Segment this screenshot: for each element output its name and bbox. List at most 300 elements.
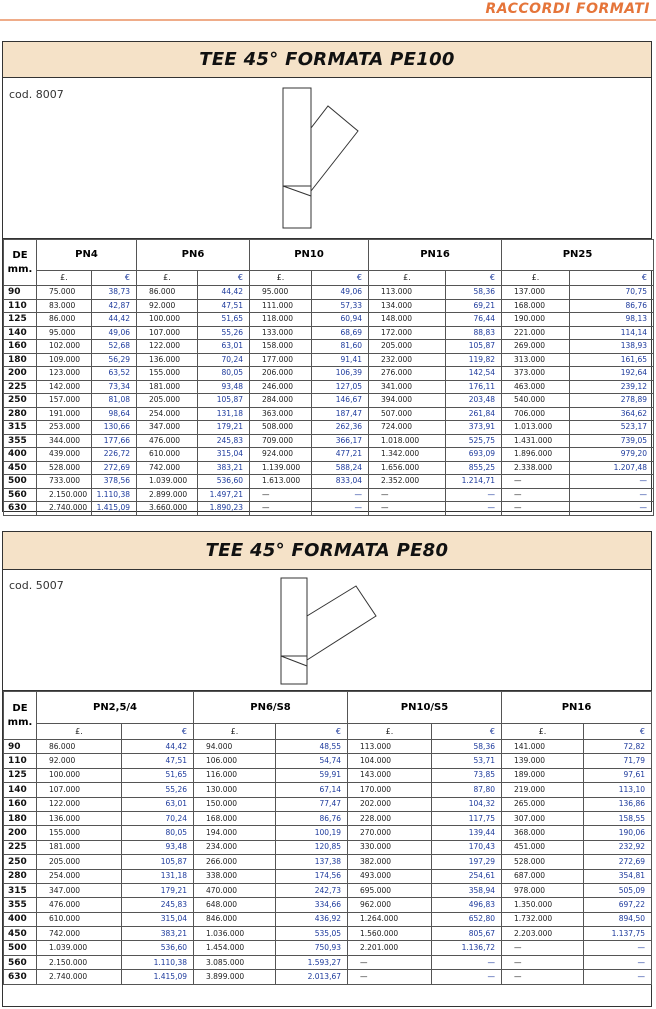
price-euro-cell: 80,05 [198, 367, 250, 381]
price-euro-cell: 750,93 [276, 941, 348, 955]
table-row [4, 768, 652, 782]
price-lire-cell: 2.150.000 [37, 955, 122, 969]
de-cell: 180 [4, 811, 37, 825]
price-lire-cell: 232.000 [369, 353, 446, 367]
price-euro-cell: 805,67 [432, 927, 502, 941]
table-row [4, 421, 654, 435]
price-euro-cell: 179,21 [198, 421, 250, 435]
price-table [3, 691, 652, 985]
price-euro-cell: 120,85 [276, 840, 348, 854]
price-euro-cell: 190,06 [584, 826, 652, 840]
price-euro-cell: 80,05 [122, 826, 194, 840]
currency-euro: € [312, 271, 369, 286]
price-euro-cell: 138,93 [570, 340, 654, 354]
price-euro-cell: 1.415,09 [122, 970, 194, 984]
price-euro-cell: 55,26 [198, 326, 250, 340]
price-lire-cell: 341.000 [369, 380, 446, 394]
price-lire-cell: 113.000 [369, 286, 446, 300]
page-header [0, 0, 656, 22]
price-lire-cell: 134.000 [369, 299, 446, 313]
price-euro-cell: — [584, 955, 652, 969]
price-euro-cell: 242,73 [276, 883, 348, 897]
price-euro-cell: 60,94 [312, 313, 369, 327]
section-title-banner [3, 532, 651, 570]
table-row [4, 394, 654, 408]
price-euro-cell: 139,44 [432, 826, 502, 840]
table-row [4, 927, 652, 941]
price-euro-cell: 67,14 [276, 783, 348, 797]
price-lire-cell: 141.000 [502, 740, 584, 754]
price-lire-cell: 924.000 [250, 448, 312, 462]
price-lire-cell: 265.000 [502, 797, 584, 811]
section-title-banner [3, 42, 651, 78]
de-cell: 225 [4, 380, 37, 394]
price-euro-cell: 131,18 [122, 869, 194, 883]
price-euro-cell: 44,42 [122, 740, 194, 754]
table-row [4, 380, 654, 394]
price-lire-cell: 1.039.000 [137, 475, 198, 489]
price-euro-cell: 44,42 [198, 286, 250, 300]
price-euro-cell: 272,69 [584, 855, 652, 869]
price-lire-cell: 155.000 [37, 826, 122, 840]
currency-lire: £. [37, 271, 92, 286]
price-euro-cell: 48,55 [276, 740, 348, 754]
price-lire-cell: 206.000 [250, 367, 312, 381]
price-euro-cell: 142,54 [446, 367, 502, 381]
price-euro-cell: 833,04 [312, 475, 369, 489]
de-cell: 315 [4, 883, 37, 897]
price-euro-cell: 106,39 [312, 367, 369, 381]
de-cell: 125 [4, 768, 37, 782]
price-euro-cell: 98,13 [570, 313, 654, 327]
de-cell: 250 [4, 855, 37, 869]
price-euro-cell: 100,19 [276, 826, 348, 840]
price-lire-cell: 219.000 [502, 783, 584, 797]
price-lire-cell: 470.000 [194, 883, 276, 897]
currency-lire: £. [369, 271, 446, 286]
price-lire-cell: 139.000 [502, 754, 584, 768]
price-lire-cell: 2.203.000 [502, 927, 584, 941]
price-euro-cell: 55,26 [122, 783, 194, 797]
price-lire-cell: — [369, 502, 446, 516]
table-row [4, 740, 652, 754]
table-row [4, 912, 652, 926]
de-cell: 250 [4, 394, 37, 408]
table-row [4, 461, 654, 475]
price-euro-cell: 378,56 [92, 475, 137, 489]
price-euro-cell: 51,65 [122, 768, 194, 782]
price-euro-cell: 197,29 [432, 855, 502, 869]
price-euro-cell: 38,73 [92, 286, 137, 300]
table-row [4, 970, 652, 984]
price-lire-cell: 253.000 [37, 421, 92, 435]
de-header: DE mm. [4, 692, 37, 740]
table-row [4, 340, 654, 354]
table-row [4, 502, 654, 516]
price-lire-cell: 113.000 [348, 740, 432, 754]
price-lire-cell: 86.000 [37, 740, 122, 754]
price-euro-cell: 63,01 [122, 797, 194, 811]
price-euro-cell: 364,62 [570, 407, 654, 421]
price-euro-cell: 505,09 [584, 883, 652, 897]
price-lire-cell: 109.000 [37, 353, 92, 367]
table-row [4, 811, 652, 825]
price-euro-cell: — [312, 502, 369, 516]
de-cell: 400 [4, 912, 37, 926]
price-lire-cell: 742.000 [37, 927, 122, 941]
price-euro-cell: 358,94 [432, 883, 502, 897]
section-title: TEE 45° FORMATA PE80 [205, 540, 449, 561]
currency-euro: € [570, 271, 654, 286]
tee-45-drawing [258, 86, 378, 236]
price-lire-cell: 104.000 [348, 754, 432, 768]
price-lire-cell: 100.000 [137, 313, 198, 327]
price-lire-cell: 2.150.000 [37, 488, 92, 502]
price-lire-cell: 1.560.000 [348, 927, 432, 941]
de-cell: 125 [4, 313, 37, 327]
price-euro-cell: 187,47 [312, 407, 369, 421]
section-title: TEE 45° FORMATA PE100 [199, 49, 455, 70]
currency-lire: £. [250, 271, 312, 286]
price-lire-cell: 205.000 [369, 340, 446, 354]
currency-header-row [4, 271, 654, 286]
price-lire-cell: 1.264.000 [348, 912, 432, 926]
figure-area [3, 570, 651, 691]
price-euro-cell: 59,91 [276, 768, 348, 782]
price-lire-cell: 382.000 [348, 855, 432, 869]
price-euro-cell: 239,12 [570, 380, 654, 394]
price-euro-cell: 77,47 [276, 797, 348, 811]
de-cell: 560 [4, 488, 37, 502]
price-lire-cell: 157.000 [37, 394, 92, 408]
currency-euro: € [584, 724, 652, 740]
pn-header: PN25 [502, 240, 654, 271]
price-euro-cell: 146,67 [312, 394, 369, 408]
price-euro-cell: 2.013,67 [276, 970, 348, 984]
price-euro-cell: 93,48 [122, 840, 194, 854]
price-euro-cell: 161,65 [570, 353, 654, 367]
price-euro-cell: 176,11 [446, 380, 502, 394]
price-euro-cell: 894,50 [584, 912, 652, 926]
price-euro-cell: 56,29 [92, 353, 137, 367]
price-lire-cell: 307.000 [502, 811, 584, 825]
price-euro-cell: 354,81 [584, 869, 652, 883]
price-lire-cell: 270.000 [348, 826, 432, 840]
de-cell: 355 [4, 434, 37, 448]
price-lire-cell: 246.000 [250, 380, 312, 394]
price-lire-cell: 254.000 [37, 869, 122, 883]
price-euro-cell: 525,75 [446, 434, 502, 448]
price-lire-cell: — [502, 475, 570, 489]
price-lire-cell: — [502, 488, 570, 502]
de-cell: 160 [4, 340, 37, 354]
price-table [3, 239, 654, 516]
price-lire-cell: 190.000 [502, 313, 570, 327]
currency-lire: £. [194, 724, 276, 740]
price-lire-cell: 2.338.000 [502, 461, 570, 475]
header-rule [0, 19, 656, 21]
price-lire-cell: 75.000 [37, 286, 92, 300]
price-euro-cell: 87,80 [432, 783, 502, 797]
de-cell: 110 [4, 754, 37, 768]
price-lire-cell: 3.660.000 [137, 502, 198, 516]
price-euro-cell: 137,38 [276, 855, 348, 869]
price-euro-cell: 383,21 [198, 461, 250, 475]
price-euro-cell: 86,76 [276, 811, 348, 825]
price-euro-cell: — [432, 970, 502, 984]
product-code: cod. 8007 [9, 88, 64, 101]
table-row [4, 797, 652, 811]
price-euro-cell: 1.207,48 [570, 461, 654, 475]
price-lire-cell: 1.613.000 [250, 475, 312, 489]
price-euro-cell: 97,61 [584, 768, 652, 782]
price-table-body [4, 740, 652, 985]
price-lire-cell: 137.000 [502, 286, 570, 300]
price-lire-cell: 266.000 [194, 855, 276, 869]
price-lire-cell: 1.431.000 [502, 434, 570, 448]
price-lire-cell: 168.000 [502, 299, 570, 313]
price-lire-cell: 158.000 [250, 340, 312, 354]
price-lire-cell: 136.000 [137, 353, 198, 367]
price-euro-cell: 58,36 [432, 740, 502, 754]
de-cell: 280 [4, 869, 37, 883]
pn-header: PN16 [502, 692, 652, 724]
price-lire-cell: — [502, 955, 584, 969]
tee-45-drawing [261, 576, 381, 686]
pn-header: PN4 [37, 240, 137, 271]
price-euro-cell: 1.136,72 [432, 941, 502, 955]
price-table-body [4, 286, 654, 516]
price-euro-cell: 179,21 [122, 883, 194, 897]
de-cell: 140 [4, 783, 37, 797]
price-lire-cell: 102.000 [37, 340, 92, 354]
price-euro-cell: 174,56 [276, 869, 348, 883]
price-euro-cell: 63,52 [92, 367, 137, 381]
price-lire-cell: 347.000 [37, 883, 122, 897]
price-euro-cell: 105,87 [198, 394, 250, 408]
price-lire-cell: 610.000 [137, 448, 198, 462]
price-lire-cell: 234.000 [194, 840, 276, 854]
price-euro-cell: 588,24 [312, 461, 369, 475]
price-lire-cell: 476.000 [37, 898, 122, 912]
price-lire-cell: 122.000 [37, 797, 122, 811]
price-lire-cell: 168.000 [194, 811, 276, 825]
price-lire-cell: — [250, 488, 312, 502]
price-euro-cell: 158,55 [584, 811, 652, 825]
price-lire-cell: 962.000 [348, 898, 432, 912]
price-lire-cell: 86.000 [137, 286, 198, 300]
price-euro-cell: 49,06 [92, 326, 137, 340]
table-row [4, 313, 654, 327]
price-lire-cell: 476.000 [137, 434, 198, 448]
price-euro-cell: — [446, 502, 502, 516]
table-row [4, 434, 654, 448]
pn-header: PN10/S5 [348, 692, 502, 724]
price-lire-cell: 508.000 [250, 421, 312, 435]
price-lire-cell: 100.000 [37, 768, 122, 782]
de-header: DE mm. [4, 240, 37, 286]
section-pe80 [2, 531, 652, 1007]
price-lire-cell: 2.352.000 [369, 475, 446, 489]
table-row [4, 326, 654, 340]
price-lire-cell: 177.000 [250, 353, 312, 367]
de-cell: 200 [4, 826, 37, 840]
price-lire-cell: 143.000 [348, 768, 432, 782]
price-lire-cell: 202.000 [348, 797, 432, 811]
table-header-row [4, 240, 654, 271]
price-euro-cell: 1.593,27 [276, 955, 348, 969]
price-euro-cell: 203,48 [446, 394, 502, 408]
pn-header: PN6 [137, 240, 250, 271]
price-euro-cell: 105,87 [122, 855, 194, 869]
price-lire-cell: 706.000 [502, 407, 570, 421]
price-lire-cell: 170.000 [348, 783, 432, 797]
price-euro-cell: 1.214,71 [446, 475, 502, 489]
de-cell: 315 [4, 421, 37, 435]
price-lire-cell: 106.000 [194, 754, 276, 768]
price-euro-cell: 254,61 [432, 869, 502, 883]
currency-euro: € [276, 724, 348, 740]
price-lire-cell: 724.000 [369, 421, 446, 435]
price-lire-cell: 338.000 [194, 869, 276, 883]
price-lire-cell: 709.000 [250, 434, 312, 448]
price-lire-cell: — [502, 970, 584, 984]
price-lire-cell: 2.899.000 [137, 488, 198, 502]
price-lire-cell: 133.000 [250, 326, 312, 340]
pn-header: PN16 [369, 240, 502, 271]
table-row [4, 488, 654, 502]
price-euro-cell: 855,25 [446, 461, 502, 475]
price-lire-cell: 1.039.000 [37, 941, 122, 955]
price-euro-cell: — [312, 488, 369, 502]
price-euro-cell: 1.890,23 [198, 502, 250, 516]
section-pe100 [2, 41, 652, 512]
price-euro-cell: 69,21 [446, 299, 502, 313]
price-lire-cell: 122.000 [137, 340, 198, 354]
table-row [4, 898, 652, 912]
price-lire-cell: 95.000 [250, 286, 312, 300]
de-cell: 200 [4, 367, 37, 381]
price-euro-cell: 245,83 [198, 434, 250, 448]
price-lire-cell: 95.000 [37, 326, 92, 340]
table-header-row [4, 692, 652, 724]
price-lire-cell: 528.000 [37, 461, 92, 475]
price-lire-cell: 284.000 [250, 394, 312, 408]
currency-lire: £. [348, 724, 432, 740]
price-euro-cell: 104,32 [432, 797, 502, 811]
price-lire-cell: 493.000 [348, 869, 432, 883]
price-lire-cell: 1.342.000 [369, 448, 446, 462]
table-row [4, 826, 652, 840]
price-lire-cell: — [348, 955, 432, 969]
de-cell: 180 [4, 353, 37, 367]
price-euro-cell: 693,09 [446, 448, 502, 462]
price-lire-cell: 172.000 [369, 326, 446, 340]
price-lire-cell: 107.000 [137, 326, 198, 340]
price-lire-cell: 313.000 [502, 353, 570, 367]
price-lire-cell: 254.000 [137, 407, 198, 421]
price-euro-cell: 131,18 [198, 407, 250, 421]
currency-lire: £. [502, 724, 584, 740]
price-euro-cell: 52,68 [92, 340, 137, 354]
price-lire-cell: 528.000 [502, 855, 584, 869]
price-lire-cell: 1.656.000 [369, 461, 446, 475]
de-cell: 450 [4, 461, 37, 475]
currency-euro: € [432, 724, 502, 740]
price-euro-cell: — [432, 955, 502, 969]
currency-lire: £. [37, 724, 122, 740]
table-row [4, 883, 652, 897]
price-euro-cell: 261,84 [446, 407, 502, 421]
price-euro-cell: 105,87 [446, 340, 502, 354]
currency-header-row [4, 724, 652, 740]
de-cell: 90 [4, 740, 37, 754]
price-lire-cell: 194.000 [194, 826, 276, 840]
price-lire-cell: 221.000 [502, 326, 570, 340]
price-lire-cell: 148.000 [369, 313, 446, 327]
de-cell: 450 [4, 927, 37, 941]
price-euro-cell: 383,21 [122, 927, 194, 941]
price-lire-cell: 136.000 [37, 811, 122, 825]
price-euro-cell: 177,66 [92, 434, 137, 448]
price-lire-cell: — [369, 488, 446, 502]
price-euro-cell: 496,83 [432, 898, 502, 912]
price-euro-cell: 81,08 [92, 394, 137, 408]
price-euro-cell: 47,51 [198, 299, 250, 313]
price-lire-cell: 191.000 [37, 407, 92, 421]
price-euro-cell: 49,06 [312, 286, 369, 300]
currency-euro: € [92, 271, 137, 286]
table-row [4, 783, 652, 797]
table-row [4, 286, 654, 300]
price-lire-cell: 205.000 [137, 394, 198, 408]
price-euro-cell: 315,04 [198, 448, 250, 462]
price-lire-cell: 846.000 [194, 912, 276, 926]
de-cell: 630 [4, 970, 37, 984]
price-lire-cell: 142.000 [37, 380, 92, 394]
table-row [4, 840, 652, 854]
price-euro-cell: 93,48 [198, 380, 250, 394]
price-lire-cell: 92.000 [137, 299, 198, 313]
price-euro-cell: 373,91 [446, 421, 502, 435]
price-euro-cell: 535,05 [276, 927, 348, 941]
price-euro-cell: 57,33 [312, 299, 369, 313]
price-euro-cell: — [584, 941, 652, 955]
price-lire-cell: 150.000 [194, 797, 276, 811]
table-row [4, 353, 654, 367]
product-code: cod. 5007 [9, 579, 64, 592]
price-euro-cell: 536,60 [198, 475, 250, 489]
price-euro-cell: 70,24 [198, 353, 250, 367]
price-lire-cell: 687.000 [502, 869, 584, 883]
price-euro-cell: 119,82 [446, 353, 502, 367]
price-euro-cell: 136,86 [584, 797, 652, 811]
price-euro-cell: 71,79 [584, 754, 652, 768]
price-euro-cell: 76,44 [446, 313, 502, 327]
price-lire-cell: 394.000 [369, 394, 446, 408]
price-lire-cell: 507.000 [369, 407, 446, 421]
table-row [4, 855, 652, 869]
price-euro-cell: 54,74 [276, 754, 348, 768]
price-euro-cell: — [570, 475, 654, 489]
price-lire-cell: 3.899.000 [194, 970, 276, 984]
price-euro-cell: — [446, 488, 502, 502]
price-euro-cell: 232,92 [584, 840, 652, 854]
price-euro-cell: 1.110,38 [122, 955, 194, 969]
price-lire-cell: 118.000 [250, 313, 312, 327]
price-lire-cell: 205.000 [37, 855, 122, 869]
price-euro-cell: 81,60 [312, 340, 369, 354]
